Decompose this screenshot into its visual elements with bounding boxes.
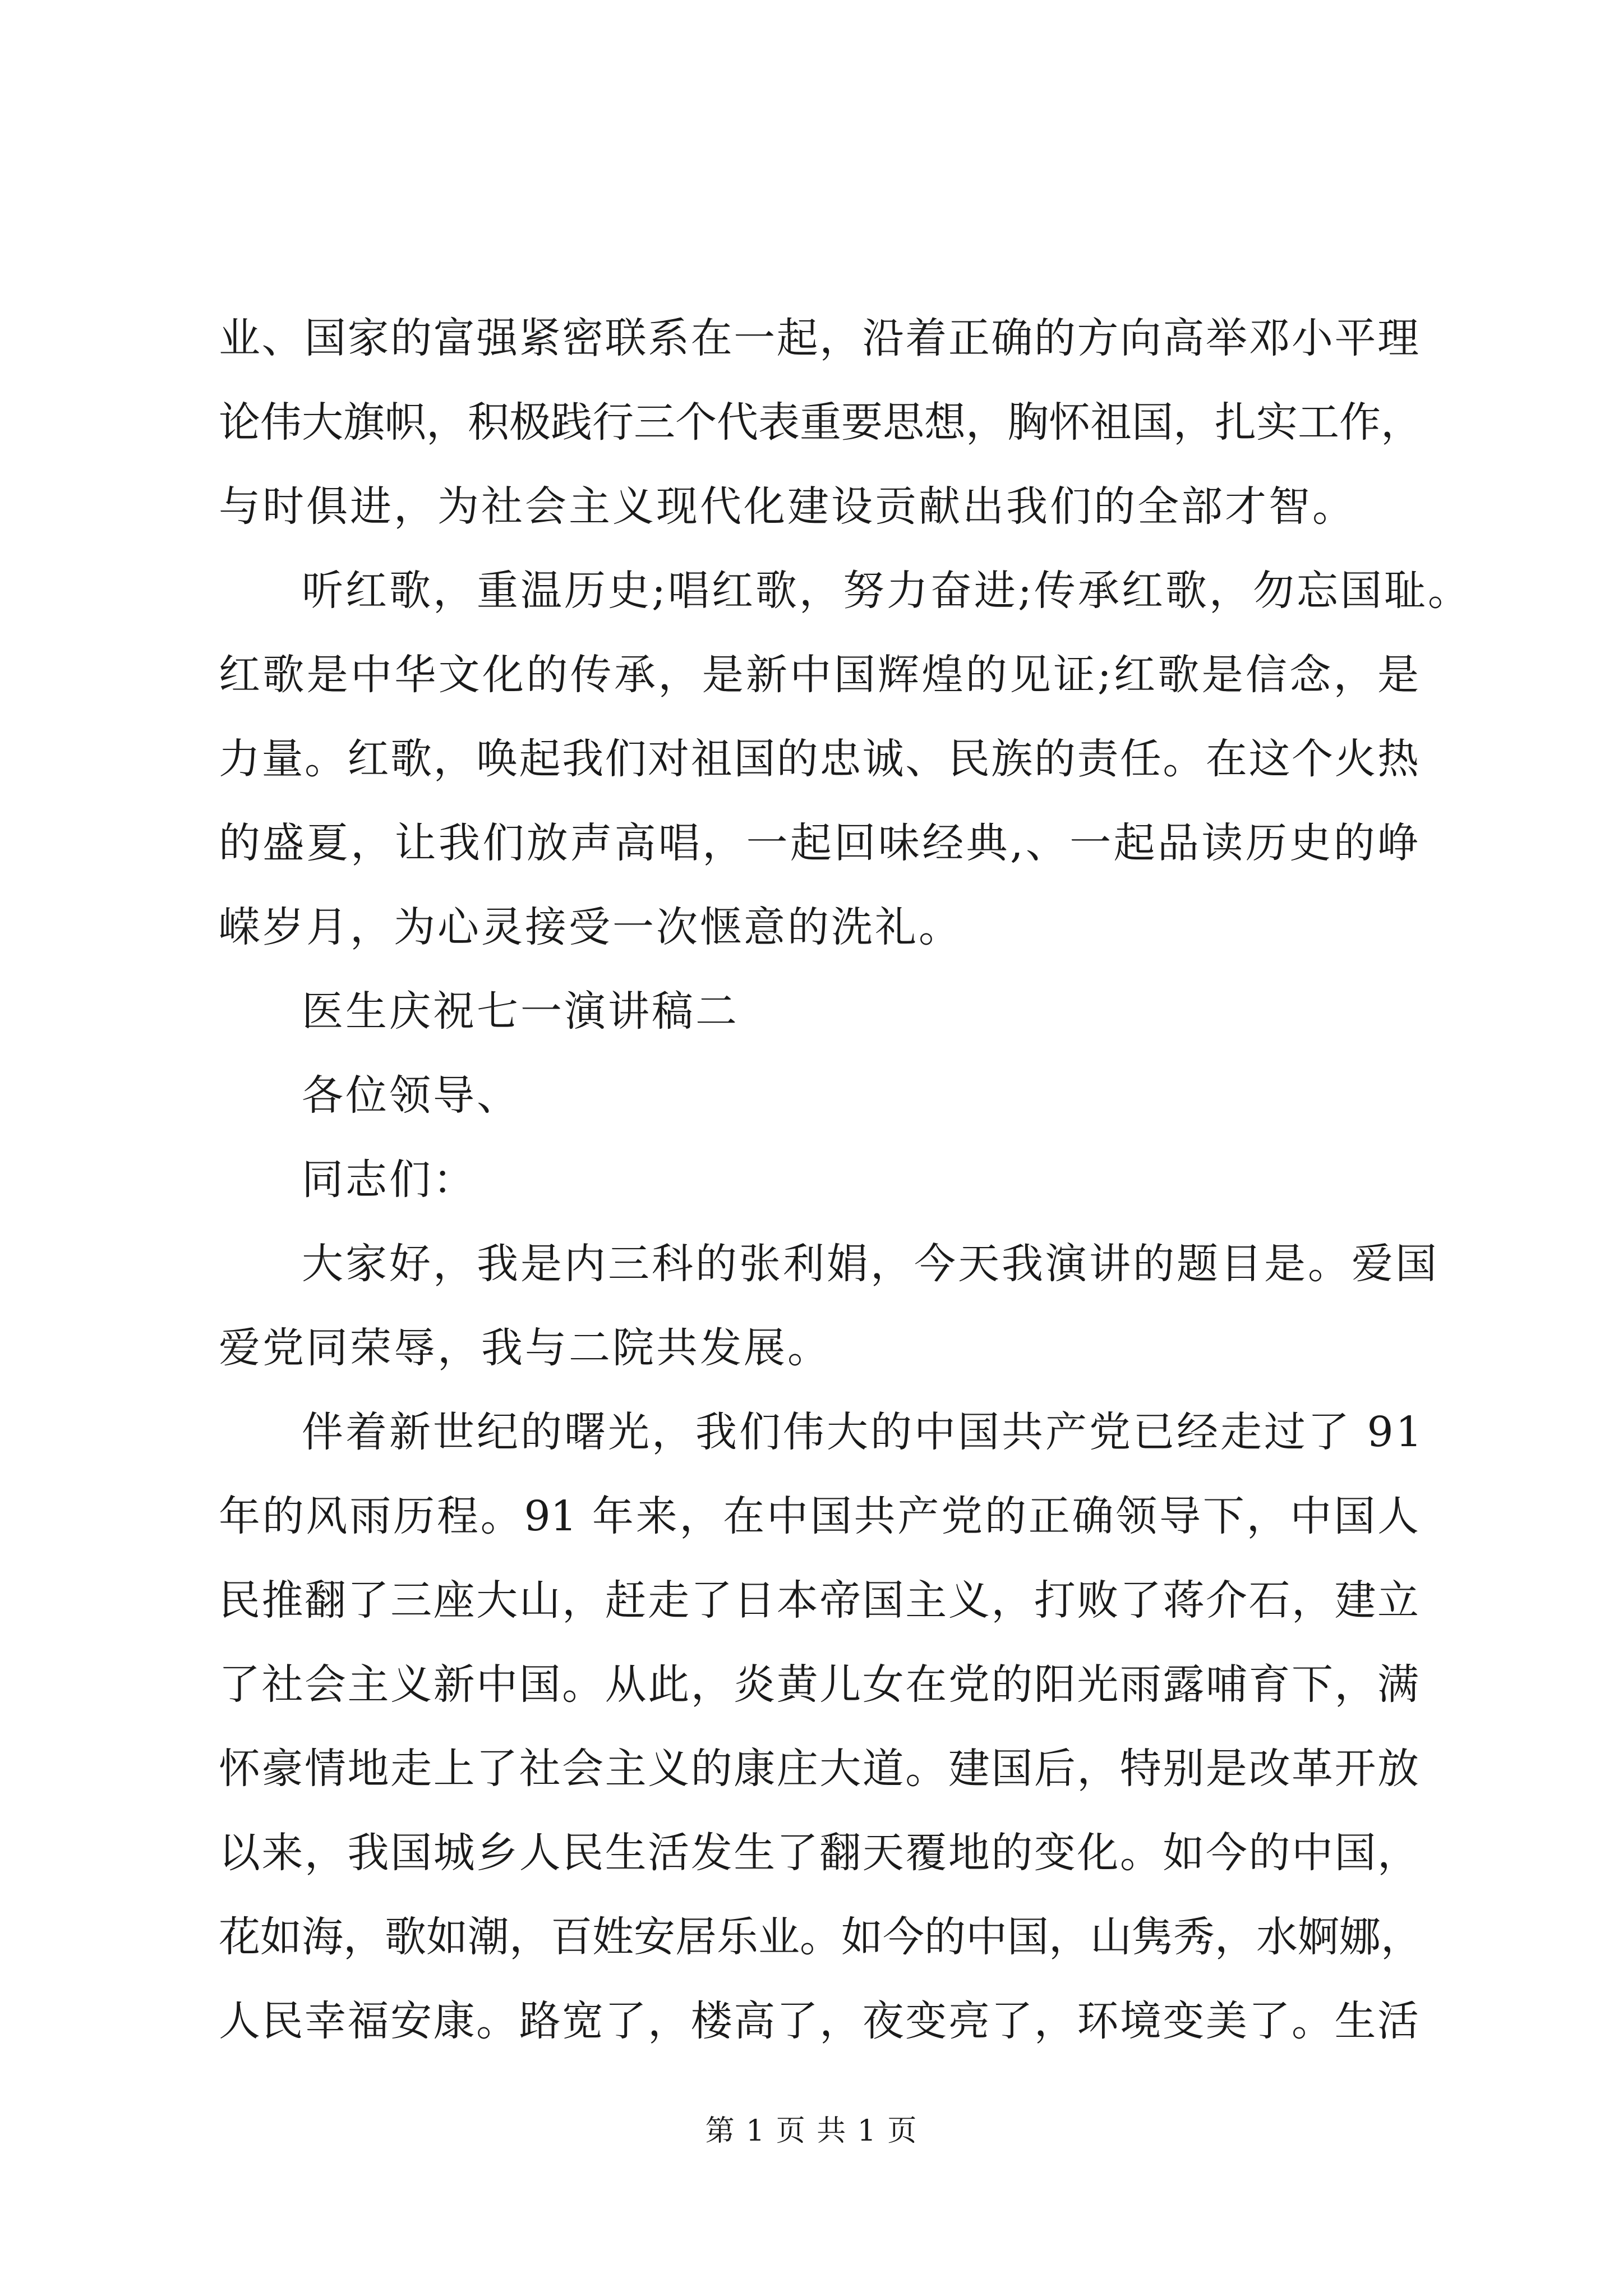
text-line: 年的风雨历程。91 年来，在中国共产党的正确领导下，中国人 xyxy=(219,1492,1419,1540)
salutation-line: 同志们： xyxy=(302,1156,477,1204)
text-line: 花如海，歌如潮，百姓安居乐业。如今的中国，山隽秀，水婀娜， xyxy=(219,1913,1422,1961)
text-line: 了社会主义新中国。从此，炎黄儿女在党的阳光雨露哺育下，满 xyxy=(219,1660,1419,1709)
text-line: 的盛夏，让我们放声高唱，一起回味经典,、一起品读历史的峥 xyxy=(219,819,1419,867)
text-line: 听红歌，重温历史;唱红歌，努力奋进;传承红歌，勿忘国耻。 xyxy=(302,567,1472,615)
text-line: 业、国家的富强紧密联系在一起，沿着正确的方向高举邓小平理 xyxy=(219,314,1419,362)
salutation-line: 各位领导、 xyxy=(302,1071,520,1120)
text-line: 爱党同荣辱，我与二院共发展。 xyxy=(219,1324,831,1372)
text-line: 红歌是中华文化的传承，是新中国辉煌的见证;红歌是信念，是 xyxy=(219,651,1419,699)
text-line: 怀豪情地走上了社会主义的康庄大道。建国后，特别是改革开放 xyxy=(219,1745,1419,1793)
section-heading: 医生庆祝七一演讲稿二 xyxy=(302,987,739,1036)
text-line: 大家好，我是内三科的张利娟，今天我演讲的题目是。爱国 xyxy=(302,1240,1439,1288)
text-line: 伴着新世纪的曙光，我们伟大的中国共产党已经走过了 91 xyxy=(302,1408,1424,1456)
text-line: 民推翻了三座大山，赶走了日本帝国主义，打败了蒋介石，建立 xyxy=(219,1576,1419,1625)
text-line: 嵘岁月，为心灵接受一次惬意的洗礼。 xyxy=(219,903,962,951)
text-line: 人民幸福安康。路宽了，楼高了，夜变亮了，环境变美了。生活 xyxy=(219,1997,1419,2045)
text-line: 与时俱进，为社会主义现代化建设贡献出我们的全部才智。 xyxy=(219,482,1356,531)
page-number-footer: 第 1 页 共 1 页 xyxy=(705,2114,918,2148)
text-line: 以来，我国城乡人民生活发生了翻天覆地的变化。如今的中国， xyxy=(219,1829,1419,1877)
text-line: 力量。红歌，唤起我们对祖国的忠诚、民族的责任。在这个火热 xyxy=(219,735,1419,783)
text-line: 论伟大旗帜，积极践行三个代表重要思想，胸怀祖国，扎实工作， xyxy=(219,398,1422,447)
